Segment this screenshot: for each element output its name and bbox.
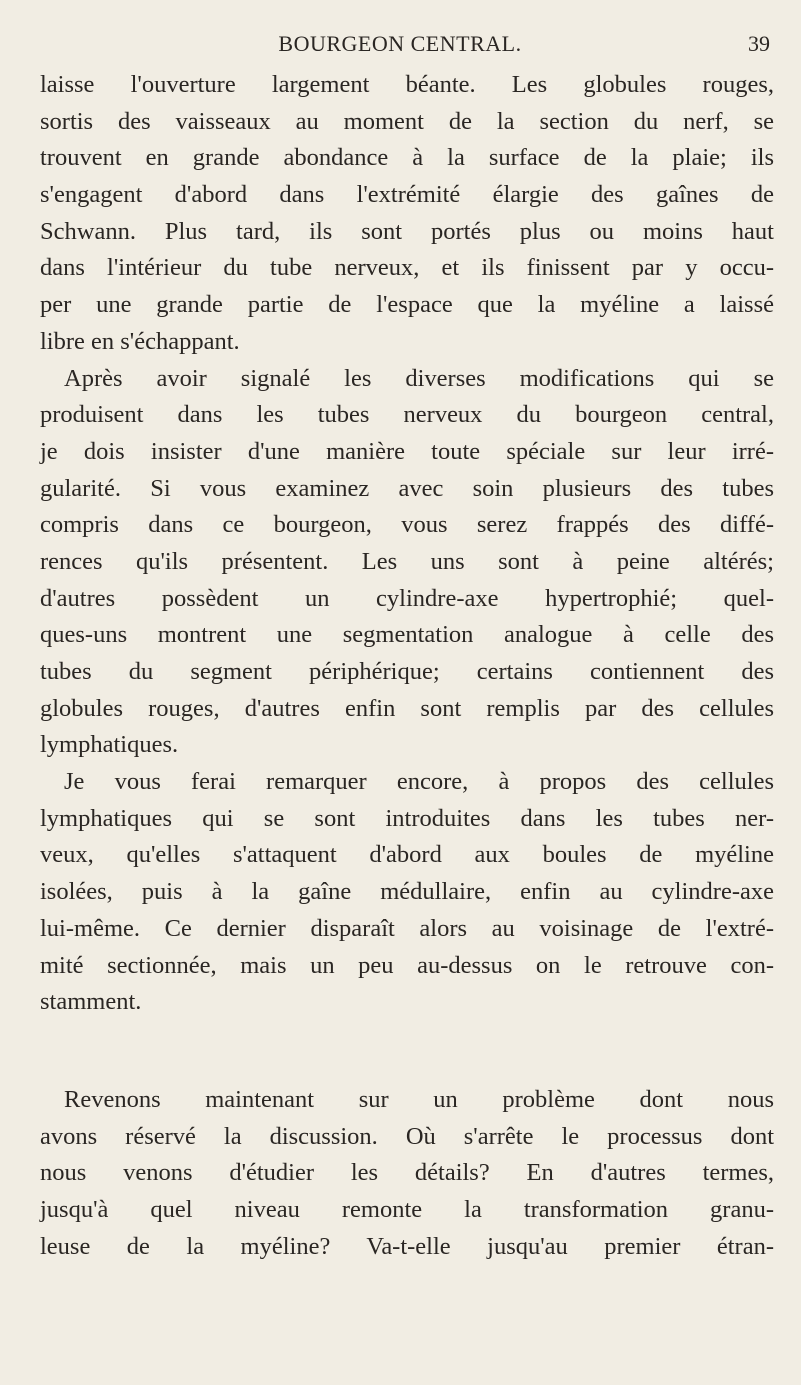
text-line: laisse l'ouverture largement béante. Les globules rouges,: [40, 71, 774, 98]
running-title: BOURGEON CENTRAL.: [278, 31, 522, 56]
paragraph: [40, 67, 774, 361]
text-line: lymphatiques qui se sont introduites dans les tubes ner-: [40, 804, 774, 832]
text-line: per une grande partie de l'espace que la myéline a laissé: [40, 291, 774, 319]
text-line: gularité. Si vous examinez avec soin plusieurs des tubes: [40, 474, 774, 502]
text-line: Après avoir signalé les diverses modifications qui se: [64, 364, 774, 392]
text-line: lymphatiques.: [40, 731, 179, 759]
text-line: ques-uns montrent une segmentation analogue à celle des: [40, 621, 774, 649]
text-line: lui-même. Ce dernier disparaît alors au voisinage de l'extré-: [40, 914, 774, 942]
body-text: [40, 67, 774, 1265]
text-line: trouvent en grande abondance à la surface de la plaie; ils: [40, 144, 774, 172]
text-line: libre en s'échappant.: [40, 327, 240, 355]
text-line: je dois insister d'une manière toute spéciale sur leur irré-: [40, 437, 774, 465]
paragraph: [40, 361, 774, 765]
text-line: jusqu'à quel niveau remonte la transformation granu-: [40, 1195, 774, 1223]
running-head: [0, 31, 801, 61]
text-line: sortis des vaisseaux au moment de la section du nerf, se: [40, 107, 774, 135]
section-gap: [40, 1021, 774, 1082]
text-line: leuse de la myéline? Va-t-elle jusqu'au premier étran-: [40, 1232, 774, 1260]
text-line: Schwann. Plus tard, ils sont portés plus ou moins haut: [40, 217, 774, 245]
paragraph: [40, 1082, 774, 1265]
text-line: globules rouges, d'autres enfin sont remplis par des cellules: [40, 694, 774, 722]
text-line: veux, qu'elles s'attaquent d'abord aux boules de myéline: [40, 841, 774, 869]
text-line: nous venons d'étudier les détails? En d'autres termes,: [40, 1159, 774, 1187]
text-line: dans l'intérieur du tube nerveux, et ils finissent par y occu-: [40, 254, 774, 282]
text-line: rences qu'ils présentent. Les uns sont à peine altérés;: [40, 547, 774, 575]
text-line: mité sectionnée, mais un peu au-dessus on le retrouve con-: [40, 951, 774, 979]
text-line: s'engagent d'abord dans l'extrémité élargie des gaînes de: [40, 181, 774, 209]
page-number: 39: [748, 31, 770, 56]
text-line: Revenons maintenant sur un problème dont nous: [64, 1085, 774, 1113]
text-line: tubes du segment périphérique; certains contiennent des: [40, 658, 774, 685]
text-line: avons réservé la discussion. Où s'arrête le processus dont: [40, 1122, 774, 1150]
text-line: stamment.: [40, 988, 142, 1016]
text-line: isolées, puis à la gaîne médullaire, enfin au cylindre-axe: [40, 878, 774, 906]
text-line: d'autres possèdent un cylindre-axe hypertrophié; quel-: [40, 584, 774, 612]
paragraph: [40, 764, 774, 1021]
text-line: compris dans ce bourgeon, vous serez frappés des diffé-: [40, 511, 774, 539]
text-line: Je vous ferai remarquer encore, à propos des cellules: [64, 768, 774, 796]
text-line: produisent dans les tubes nerveux du bourgeon central,: [40, 401, 774, 429]
